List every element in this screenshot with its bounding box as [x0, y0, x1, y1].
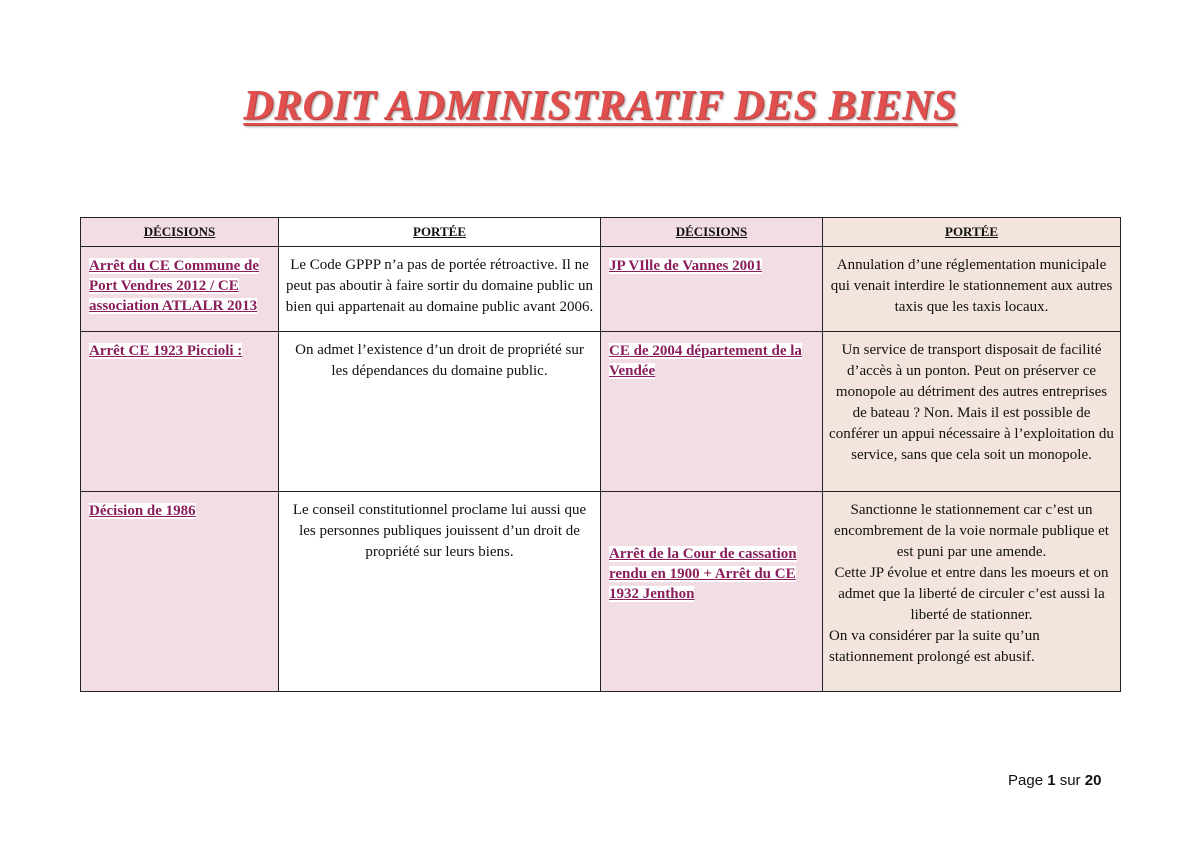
decision-link[interactable]: Arrêt de la Cour de cassation rendu en 1900 + Arrêt du CE 1932 Jenthon — [609, 546, 797, 602]
portee-cell — [823, 332, 1121, 492]
portee-text: Annulation d’une réglementation municipale qui venait interdire le stationnement aux autres taxis que les taxis locaux. — [830, 257, 1113, 315]
page-mid: sur — [1055, 772, 1085, 789]
page-prefix: Page — [1008, 772, 1048, 789]
page-number — [1008, 772, 1101, 789]
header-portee-right: PORTÉE — [823, 218, 1121, 247]
page-total: 20 — [1084, 772, 1102, 789]
portee-cell — [279, 332, 601, 492]
decision-link[interactable]: Décision de 1986 — [89, 503, 196, 519]
decision-cell — [81, 332, 279, 492]
header-decisions-left: DÉCISIONS — [81, 218, 279, 247]
header-decisions-right: DÉCISIONS — [601, 218, 823, 247]
decision-cell — [81, 492, 279, 692]
portee-text: Un service de transport disposait de facilité d’accès à un ponton. Peut on préserver ce monopole au détriment des autres entreprises de bateau ? Non. Mais il est possible de conférer un appui nécessaire à l’exploitation du service, sans que cela soit un monopole. — [829, 342, 1114, 463]
table-header-row — [81, 218, 1121, 247]
table-row — [81, 247, 1121, 332]
portee-cell — [279, 247, 601, 332]
page-current: 1 — [1047, 772, 1056, 789]
portee-text: Sanctionne le stationnement car c’est un encombrement de la voie normale publique et est puni par une amende. — [834, 502, 1109, 560]
decision-link[interactable]: Arrêt CE 1923 Piccioli : — [89, 343, 243, 359]
portee-text: Le conseil constitutionnel proclame lui aussi que les personnes publiques jouissent d’un droit de propriété sur leurs biens. — [292, 502, 587, 560]
header-portee-left: PORTÉE — [279, 218, 601, 247]
portee-cell — [823, 247, 1121, 332]
table-row — [81, 492, 1121, 692]
portee-text: Cette JP évolue et entre dans les moeurs et on admet que la liberté de circuler c’est aussi la liberté de stationner. — [834, 565, 1109, 623]
decision-cell — [601, 332, 823, 492]
portee-cell — [823, 492, 1121, 692]
decision-cell — [81, 247, 279, 332]
decision-cell — [601, 492, 823, 692]
portee-text: On va considérer par la suite qu’un stationnement prolongé est abusif. — [829, 628, 1040, 665]
document-title: DROIT ADMINISTRATIF DES BIENS — [243, 83, 957, 129]
table-row — [81, 332, 1121, 492]
decision-link[interactable]: JP VIlle de Vannes 2001 — [609, 258, 763, 274]
portee-cell — [279, 492, 601, 692]
decisions-table — [80, 217, 1121, 692]
decision-cell — [601, 247, 823, 332]
portee-text: On admet l’existence d’un droit de propriété sur les dépendances du domaine public. — [295, 342, 584, 379]
decision-link[interactable]: CE de 2004 département de la Vendée — [609, 343, 802, 379]
portee-text: Le Code GPPP n’a pas de portée rétroactive. Il ne peut pas aboutir à faire sortir du domaine public un bien qui appartenait au domaine public avant 2006. — [285, 257, 594, 315]
decision-link[interactable]: Arrêt du CE Commune de Port Vendres 2012 / CE association ATLALR 2013 — [89, 258, 259, 314]
